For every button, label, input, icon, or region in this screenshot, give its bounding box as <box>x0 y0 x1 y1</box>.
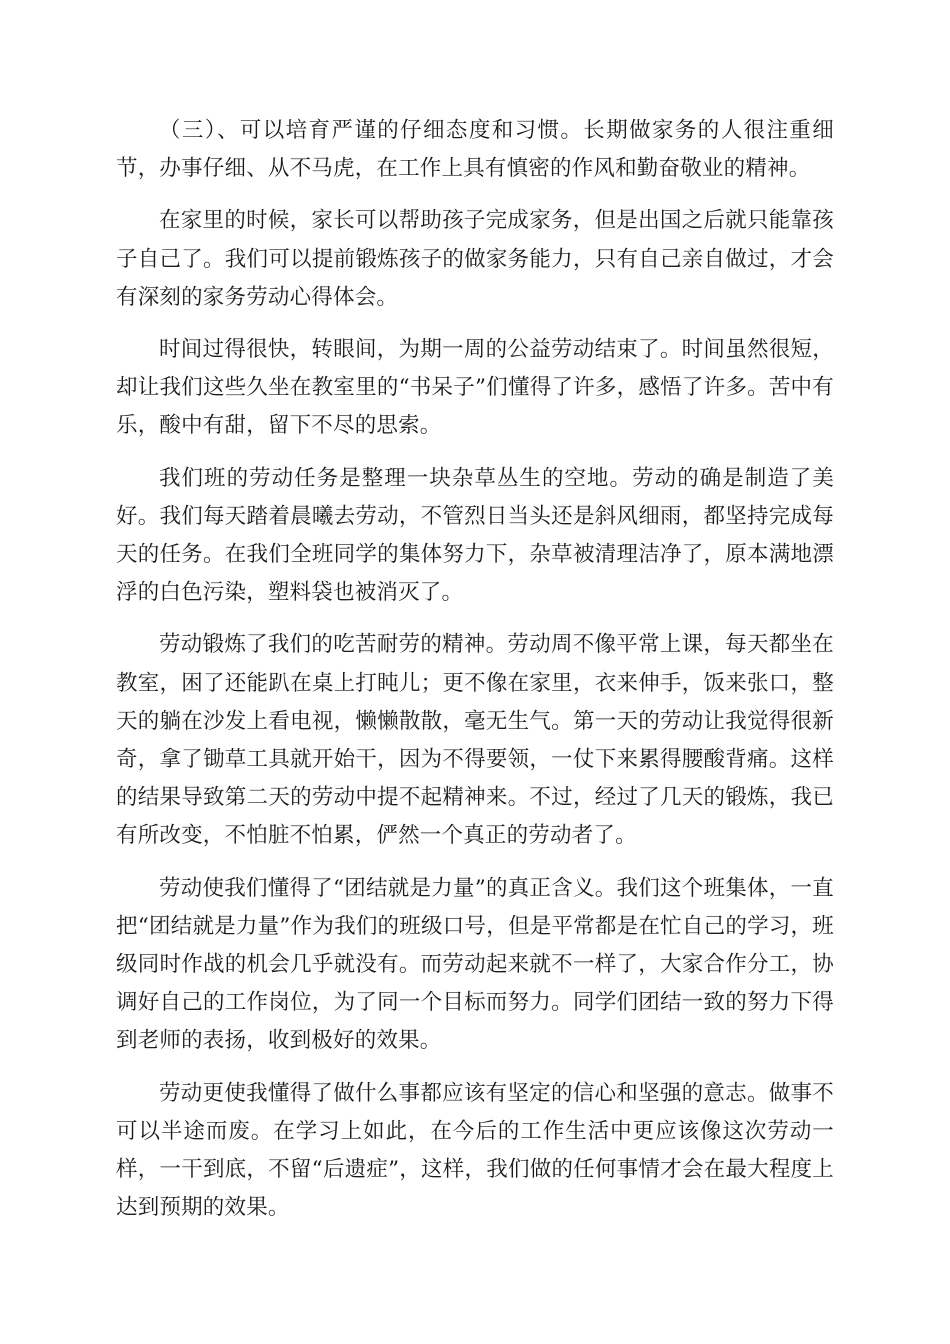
paragraph-unity-strength: 劳动使我们懂得了“团结就是力量”的真正含义。我们这个班集体，一直把“团结就是力量”作为我们的班级口号，但是平常都是在忙自己的学习，班级同时作战的机会几乎就没有。而劳动起来就不一样了，大家合作分工，协调好自己的工作岗位，为了同一个目标而努力。同学们团结一致的努力下得到老师的表扬，收到极好的效果。 <box>116 875 834 1054</box>
paragraph-class-task: 我们班的劳动任务是整理一块杂草丛生的空地。劳动的确是制造了美好。我们每天踏着晨曦去劳动，不管烈日当头还是斜风细雨，都坚持完成每天的任务。在我们全班同学的集体努力下，杂草被清理洁净了，原本满地漂浮的白色污染，塑料袋也被消灭了。 <box>116 465 834 606</box>
paragraph-household-habits: （三）、可以培育严谨的仔细态度和习惯。长期做家务的人很注重细节，办事仔细、从不马虎，在工作上具有慎密的作风和勤奋敬业的精神。 <box>116 118 834 182</box>
paragraph-week-of-labor: 时间过得很快，转眼间，为期一周的公益劳动结束了。时间虽然很短，却让我们这些久坐在教室里的“书呆子”们懂得了许多，感悟了许多。苦中有乐，酸中有甜，留下不尽的思索。 <box>116 337 834 439</box>
paragraph-perseverance: 劳动更使我懂得了做什么事都应该有坚定的信心和坚强的意志。做事不可以半途而废。在学习上如此，在今后的工作生活中更应该像这次劳动一样，一干到底，不留“后遗症”，这样，我们做的任何事情才会在最大程度上达到预期的效果。 <box>116 1080 834 1221</box>
paragraph-children-chores: 在家里的时候，家长可以帮助孩子完成家务，但是出国之后就只能靠孩子自己了。我们可以提前锻炼孩子的做家务能力，只有自己亲自做过，才会有深刻的家务劳动心得体会。 <box>116 208 834 310</box>
paragraph-hardship-spirit: 劳动锻炼了我们的吃苦耐劳的精神。劳动周不像平常上课，每天都坐在教室，困了还能趴在桌上打盹儿；更不像在家里，衣来伸手，饭来张口，整天的躺在沙发上看电视，懒懒散散，毫无生气。第一天的劳动让我觉得很新奇，拿了锄草工具就开始干，因为不得要领，一仗下来累得腰酸背痛。这样的结果导致第二天的劳动中提不起精神来。不过，经过了几天的锻炼，我已有所改变，不怕脏不怕累，俨然一个真正的劳动者了。 <box>116 632 834 849</box>
document-body <box>116 112 834 1241</box>
